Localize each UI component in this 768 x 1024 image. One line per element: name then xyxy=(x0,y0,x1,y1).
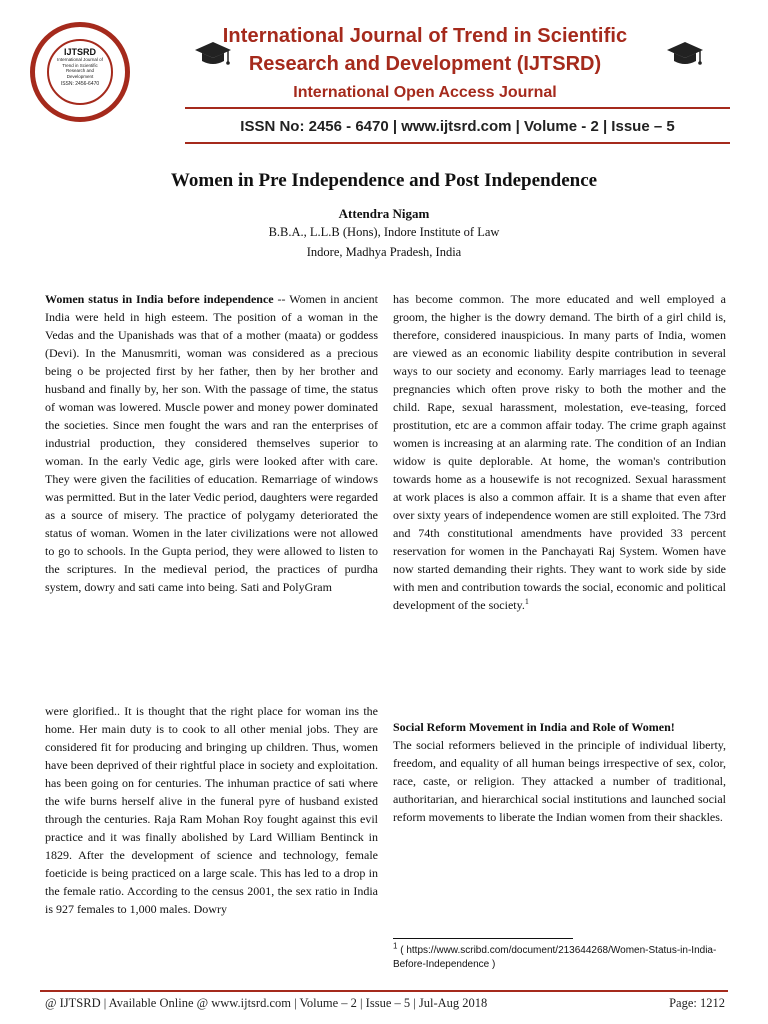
section-heading: Women status in India before independence xyxy=(45,292,274,306)
footnote-number: 1 xyxy=(393,941,398,951)
footnote xyxy=(393,941,726,972)
left-column-para1 xyxy=(45,290,378,596)
journal-title: International Journal of Trend in Scientific xyxy=(222,25,628,47)
right-column-para1 xyxy=(393,290,726,614)
footer-rule xyxy=(40,990,728,992)
page-footer xyxy=(45,996,725,1011)
issn-line: ISSN No: 2456 - 6470 | www.ijtsrd.com | Volume - 2 | Issue – 5 xyxy=(240,118,675,135)
footer-text: @ IJTSRD | Available Online @ www.ijtsrd.com | Volume – 2 | Issue – 5 | Jul-Aug 2018 xyxy=(45,996,488,1010)
author-name: Attendra Nigam xyxy=(338,206,430,221)
paragraph-text: The social reformers believed in the principle of individual liberty, freedom, and equality of all human beings irrespective of sex, color, race, caste, or religion. They attacked a number of traditional, authoritarian, and hierarchical social institutions and launched social reform movements to liberate the Indian women from their shackles. xyxy=(393,738,726,824)
logo-inner xyxy=(47,39,113,105)
author-affiliation: B.B.A., L.L.B (Hons), Indore Institute of Law xyxy=(268,225,500,239)
logo-abbr: IJTSRD xyxy=(63,47,96,57)
logo-issn: ISSN: 2456-6470 xyxy=(60,81,100,87)
header-rule-bottom xyxy=(185,142,730,144)
paragraph-text: -- Women in ancient India were held in high esteem. The position of a woman in the Vedas and the Upanishads was that of a mother (maata) or goddess (Devi). In the Manusmriti, woman was considered as a precious being o be projected first by her father, then by her brother and husband and finally by, her son. With the passage of time, the status of woman was lowered. Muscle power and money power dominated the societies. Since men fought the wars and ran the enterprises of industrial production, they considered themselves superior to woman. In the early Vedic age, girls were looked after with care. They were given the facilities of education. Remarriage of windows was permitted. But in the later Vedic period, daughters were regarded as a source of misery. The practice of polygamy deteriorated the status of woman. Women in the later civilizations were not allowed to go to schools. In the Gupta period, they were allowed to listen to the scriptures. In the medieval period, the practices of purdha system, dowry and sati came into being. Sati and PolyGram xyxy=(45,292,379,594)
paragraph-text: has become common. The more educated and well employed a groom, the higher is the dowry demand. The birth of a girl child is, therefore, considered inauspicious. In many parts of India, women are viewed as an economic liability despite contribution in several ways to our society and economy. Early marriages lead to teenage pregnancies which often prove risky to both the mother and the child. Rape, sexual harassment, molestation, eve-teasing, forced prostitution, etc are a common affair today. The crime graph against women is increasing at an alarming rate. The condition of an Indian widow is quite deplorable. At home, the woman's contribution towards home as a housewife is not recognized. Sexual harassment at work places is also a common affair. It is a shame that even after over sixty years of independence women are still exploited. The 73rd and 74th constitutional amendments have provided 33 percent reservation for women in the Panchayati Raj System. Women have now started demanding their rights. They want to work side by side with men and contribution towards the social, economic and political development of the society. xyxy=(393,292,726,612)
footnote-rule xyxy=(393,938,573,939)
page-number: Page: 1212 xyxy=(669,996,725,1010)
article-title: Women in Pre Independence and Post Independence xyxy=(170,170,598,191)
logo-text: International Journal of Trend in Scientific Research and Development xyxy=(57,57,103,79)
section-heading: Social Reform Movement in India and Role of Women! xyxy=(393,720,675,734)
footnote-ref[interactable]: 1 xyxy=(524,597,529,606)
journal-subtitle: International Open Access Journal xyxy=(293,84,557,101)
journal-header xyxy=(0,0,768,150)
journal-logo xyxy=(30,22,130,122)
right-column-section xyxy=(393,718,726,826)
header-rule-top xyxy=(185,107,730,109)
paragraph-text: were glorified.. It is thought that the right place for woman ins the home. Her main duty is to cook to all other menial jobs. They are considered fit for producing and bringing up children. Thus, women have been deprived of their rightful place in society and exploitation. has been going on for centuries. The inhuman practice of sati where the wife burns herself alive in the funeral pyre of husband existed through the centuries. Raja Ram Mohan Roy fought against this evil practice and it was finally abolished by Lard William Bentinck in 1829. After the development of science and technology, female foeticide is being practiced on a large scale. This has led to a drop in the female ratio. According to the census 2001, the sex ratio in India is 927 females to 1,000 males. Dowry xyxy=(45,704,378,916)
left-column-para2 xyxy=(45,702,378,918)
author-location: Indore, Madhya Pradesh, India xyxy=(306,245,462,259)
footnote-text[interactable]: ( https://www.scribd.com/document/213644268/Women-Status-in-India-Before-Independence ) xyxy=(393,945,717,970)
journal-title-line2: Research and Development (IJTSRD) xyxy=(248,53,602,75)
